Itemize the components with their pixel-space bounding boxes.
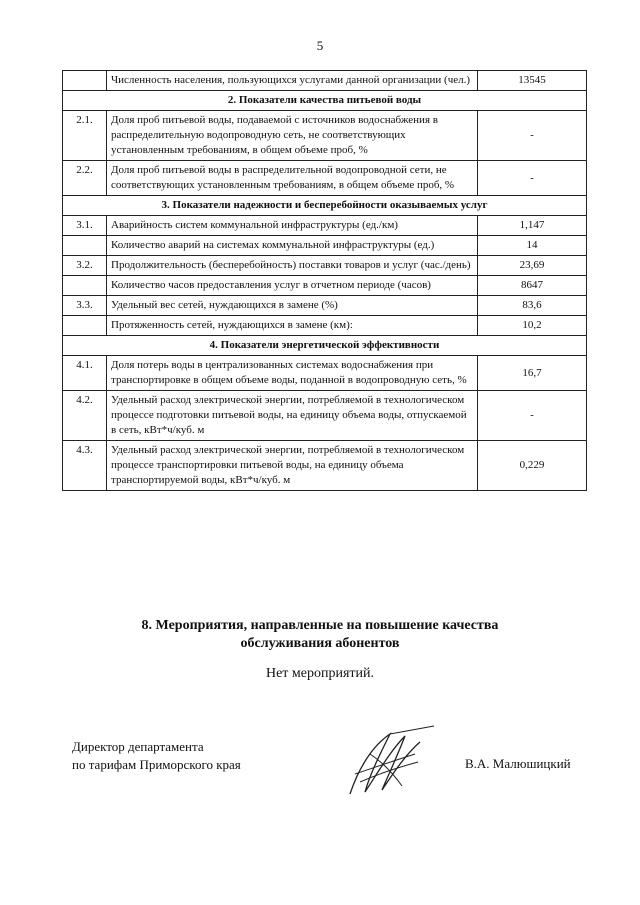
table-row [63, 316, 587, 336]
row-value: 83,6 [478, 296, 587, 316]
row-number: 4.1. [63, 356, 107, 391]
row-number: 4.3. [63, 441, 107, 491]
section-title-water-quality: 2. Показатели качества питьевой воды [63, 91, 587, 111]
row-description: Продолжительность (бесперебойность) поставки товаров и услуг (час./день) [107, 256, 478, 276]
row-description: Доля потерь воды в централизованных системах водоснабжения при транспортировке в общем объеме воды, поданной в водопроводную сеть, % [107, 356, 478, 391]
table-row [63, 391, 587, 441]
row-description: Количество часов предоставления услуг в отчетном периоде (часов) [107, 276, 478, 296]
table-row [63, 256, 587, 276]
row-description: Доля проб питьевой воды в распределительной водопроводной сети, не соответствующих установленным требованиям, в общем объеме проб, % [107, 161, 478, 196]
measures-heading-line: 8. Мероприятия, направленные на повышение качества [141, 618, 499, 633]
row-number [63, 236, 107, 256]
row-number [63, 276, 107, 296]
section-header-row [63, 336, 587, 356]
row-number [63, 316, 107, 336]
page-number: 5 [316, 38, 324, 53]
row-value: 13545 [478, 71, 587, 91]
measures-text: Нет мероприятий. [265, 666, 375, 681]
signer-name: В.А. Малюшицкий [465, 756, 571, 771]
row-number: 3.3. [63, 296, 107, 316]
handwritten-signature [330, 724, 440, 804]
row-number [63, 71, 107, 91]
row-value: 1,147 [478, 216, 587, 236]
section-header-row [63, 91, 587, 111]
row-value: 16,7 [478, 356, 587, 391]
table-row [63, 111, 587, 161]
row-number: 2.2. [63, 161, 107, 196]
table-row [63, 71, 587, 91]
row-description: Удельный вес сетей, нуждающихся в замене (%) [107, 296, 478, 316]
row-value: 23,69 [478, 256, 587, 276]
row-description: Численность населения, пользующихся услугами данной организации (чел.) [107, 71, 478, 91]
measures-heading-line: обслуживания абонентов [240, 636, 400, 651]
row-value: 10,2 [478, 316, 587, 336]
row-description: Удельный расход электрической энергии, потребляемой в технологическом процессе подготовки питьевой воды, на единицу объема воды, отпускаемой в сеть, кВт*ч/куб. м [107, 391, 478, 441]
table-row [63, 356, 587, 391]
measures-heading [0, 617, 640, 653]
row-description: Протяженность сетей, нуждающихся в замене (км): [107, 316, 478, 336]
table-row [63, 441, 587, 491]
row-value: 8647 [478, 276, 587, 296]
signer-position [72, 738, 241, 774]
row-number: 3.2. [63, 256, 107, 276]
signer-position-line: по тарифам Приморского края [72, 757, 241, 772]
section-title-reliability: 3. Показатели надежности и бесперебойности оказываемых услуг [63, 196, 587, 216]
table-row [63, 236, 587, 256]
row-value: - [478, 111, 587, 161]
row-number: 3.1. [63, 216, 107, 236]
row-value: - [478, 161, 587, 196]
row-description: Количество аварий на системах коммунальной инфраструктуры (ед.) [107, 236, 478, 256]
section-title-energy-efficiency: 4. Показатели энергетической эффективности [63, 336, 587, 356]
table-row [63, 216, 587, 236]
indicators-table [62, 70, 587, 491]
table-row [63, 161, 587, 196]
signer-position-line: Директор департамента [72, 739, 204, 754]
row-number: 4.2. [63, 391, 107, 441]
section-header-row [63, 196, 587, 216]
row-value: - [478, 391, 587, 441]
table-row [63, 296, 587, 316]
row-description: Удельный расход электрической энергии, потребляемой в технологическом процессе транспортировки питьевой воды, на единицу объема транспортируемой воды, кВт*ч/куб. м [107, 441, 478, 491]
row-number: 2.1. [63, 111, 107, 161]
row-description: Аварийность систем коммунальной инфраструктуры (ед./км) [107, 216, 478, 236]
row-value: 14 [478, 236, 587, 256]
row-description: Доля проб питьевой воды, подаваемой с источников водоснабжения в распределительную водопроводную сеть, не соответствующих установленным требованиям, в общем объеме проб, % [107, 111, 478, 161]
table-row [63, 276, 587, 296]
row-value: 0,229 [478, 441, 587, 491]
